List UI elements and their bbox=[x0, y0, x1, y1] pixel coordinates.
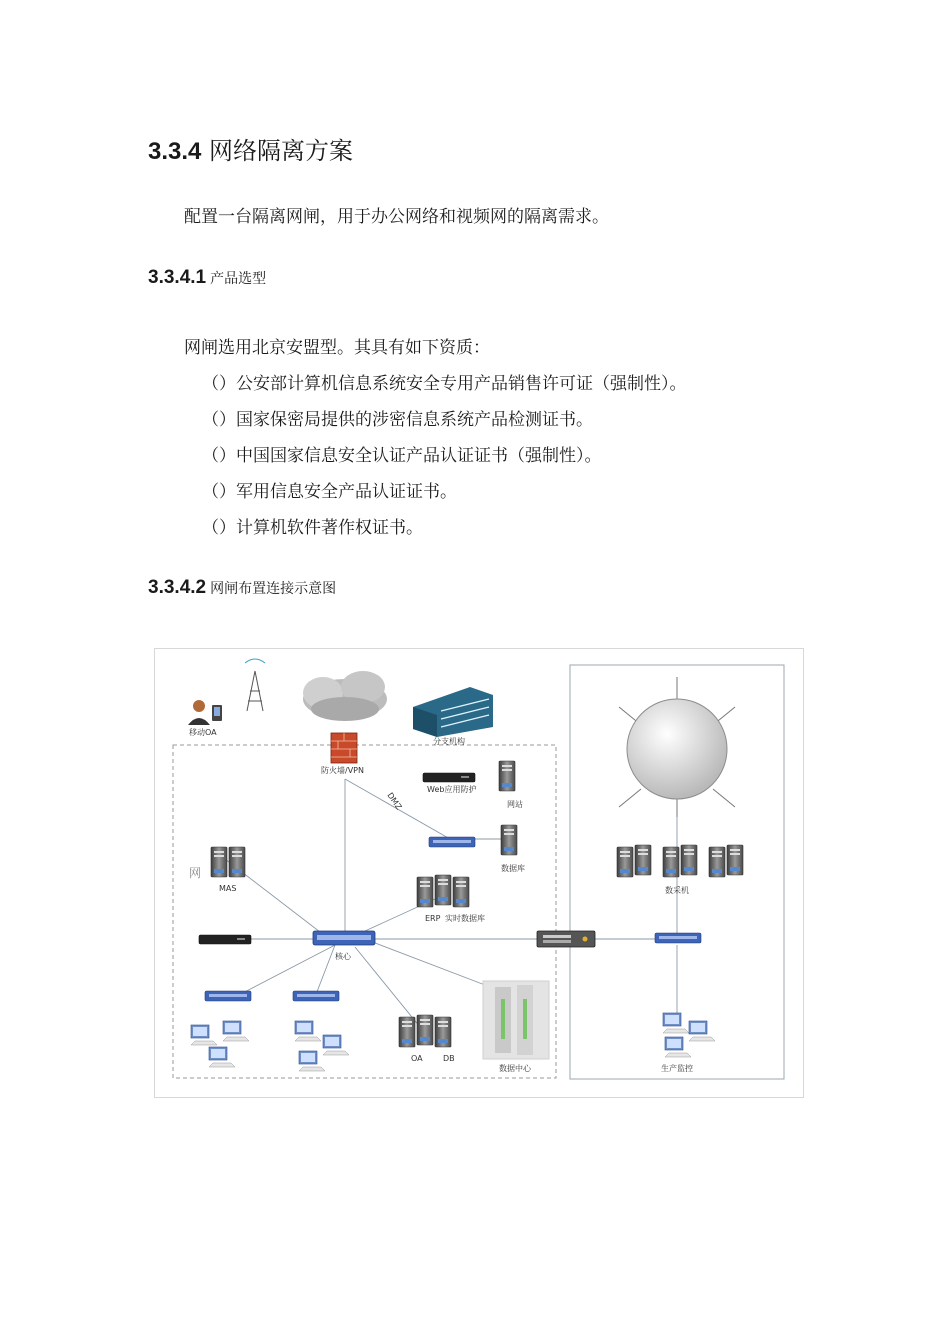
subsection-number: 3.3.4.2 bbox=[148, 577, 207, 598]
label-oa: OA bbox=[411, 1054, 423, 1063]
mobile-user-icon bbox=[188, 700, 222, 725]
label-collector: 数采机 bbox=[665, 886, 689, 895]
label-waf: Web应用防护 bbox=[427, 785, 477, 794]
product-intro: 网闸选用北京安盟型。其具有如下资质： bbox=[184, 338, 490, 358]
pc-icon bbox=[223, 1021, 249, 1041]
qualification-item: （）公安部计算机信息系统安全专用产品销售许可证（强制性）。 bbox=[202, 374, 687, 394]
access-switch-icon bbox=[205, 991, 251, 1001]
oa-server-icon bbox=[417, 1015, 433, 1045]
database-server-icon bbox=[501, 825, 517, 855]
label-datacenter: 数据中心 bbox=[499, 1064, 531, 1073]
video-switch-icon bbox=[655, 933, 701, 943]
pc-icon bbox=[191, 1025, 217, 1045]
pc-icon bbox=[209, 1047, 235, 1067]
monitor-pc-icon bbox=[665, 1037, 691, 1057]
mas-server-icon bbox=[229, 847, 245, 877]
subsection-heading-2 bbox=[148, 576, 336, 601]
label-branch: 分支机构 bbox=[433, 737, 465, 746]
collector-server-icon bbox=[663, 847, 679, 877]
pc-icon bbox=[323, 1035, 349, 1055]
oa-server-icon bbox=[399, 1017, 415, 1047]
realtime-db-server-icon bbox=[453, 877, 469, 907]
section-number: 3.3.4 bbox=[148, 138, 202, 165]
monitor-pc-icon bbox=[663, 1013, 689, 1033]
label-mobile-oa: 移动OA bbox=[189, 728, 217, 737]
collector-server-icon bbox=[635, 845, 651, 875]
erp-server-icon bbox=[435, 875, 451, 905]
qualification-item: （）计算机软件著作权证书。 bbox=[202, 518, 423, 538]
pc-icon bbox=[299, 1051, 325, 1071]
qualification-item: （）中国国家信息安全认证产品认证证书（强制性）。 bbox=[202, 446, 602, 466]
label-database: 数据库 bbox=[501, 864, 525, 873]
label-production: 生产监控 bbox=[661, 1064, 693, 1073]
dmz-switch-icon bbox=[429, 837, 475, 847]
network-diagram-svg bbox=[155, 649, 803, 1097]
network-gate-icon bbox=[537, 931, 595, 947]
collector-server-icon bbox=[727, 845, 743, 875]
monitor-pc-icon bbox=[689, 1021, 715, 1041]
label-realtime-db: 实时数据库 bbox=[445, 914, 485, 923]
label-core: 核心 bbox=[335, 952, 351, 961]
section-title: 网络隔离方案 bbox=[209, 137, 354, 165]
waf-appliance-icon bbox=[423, 773, 475, 782]
qualification-item: （）军用信息安全产品认证证书。 bbox=[202, 482, 457, 502]
label-erp: ERP bbox=[425, 914, 441, 923]
section-heading bbox=[148, 136, 353, 167]
website-server-icon bbox=[499, 761, 515, 791]
collector-server-icon bbox=[681, 845, 697, 875]
label-mas: MAS bbox=[219, 884, 237, 893]
collector-server-icon bbox=[617, 847, 633, 877]
erp-server-icon bbox=[417, 877, 433, 907]
internet-cloud-icon bbox=[303, 671, 387, 721]
intro-paragraph: 配置一台隔离网闸，用于办公网络和视频网的隔离需求。 bbox=[184, 207, 609, 227]
network-diagram bbox=[154, 648, 804, 1098]
label-website: 网站 bbox=[507, 800, 523, 809]
pc-icon bbox=[295, 1021, 321, 1041]
subsection-heading-1 bbox=[148, 266, 266, 291]
label-firewall: 防火墙/VPN bbox=[321, 766, 364, 775]
mas-server-icon bbox=[211, 847, 227, 877]
subsection-title: 产品选型 bbox=[210, 271, 267, 287]
label-db: DB bbox=[443, 1054, 455, 1063]
collector-server-icon bbox=[709, 847, 725, 877]
qualification-item: （）国家保密局提供的涉密信息系统产品检测证书。 bbox=[202, 410, 593, 430]
db-server-icon bbox=[435, 1017, 451, 1047]
datacenter-rack-icon bbox=[483, 981, 549, 1059]
label-net-left: 网 bbox=[189, 866, 202, 880]
globe-icon bbox=[619, 677, 735, 817]
firewall-icon bbox=[331, 733, 357, 763]
antenna-tower-icon bbox=[245, 659, 265, 711]
subsection-title: 网闸布置连接示意图 bbox=[210, 581, 337, 597]
subsection-number: 3.3.4.1 bbox=[148, 267, 207, 288]
branch-building-icon bbox=[413, 687, 493, 737]
label-dmz: DMZ bbox=[385, 790, 404, 812]
access-switch-icon bbox=[293, 991, 339, 1001]
core-switch-icon bbox=[313, 931, 375, 945]
left-router-icon bbox=[199, 935, 251, 944]
